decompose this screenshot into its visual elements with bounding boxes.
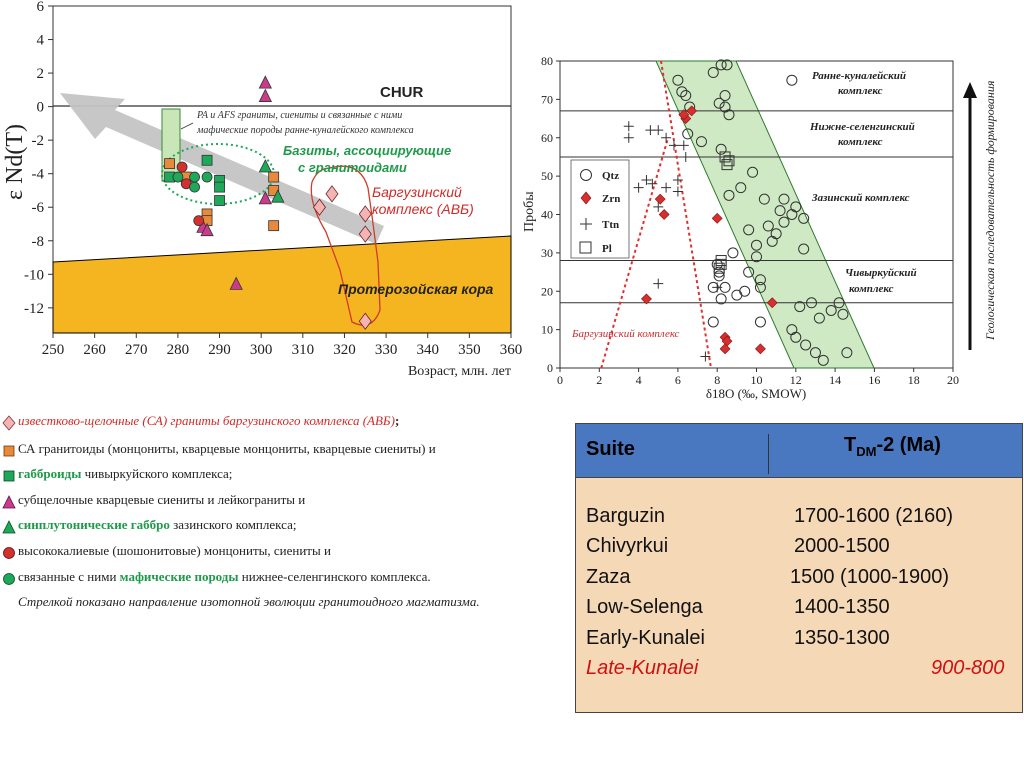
legend-row-0-hl: известково-щелочные (СА) граниты баргузинского комплекса (АВБ) bbox=[18, 413, 395, 428]
header-divider bbox=[768, 434, 769, 474]
legend-row-6-post: нижнее-селенгинского комплекса. bbox=[238, 569, 431, 584]
left-x-tick-label: 320 bbox=[333, 342, 356, 358]
left-y-tick-label: -8 bbox=[31, 233, 44, 250]
right-y-tick-label: 30 bbox=[541, 245, 553, 260]
sequence-arrow-head bbox=[963, 82, 977, 98]
table-row-age: 2000-1500 bbox=[794, 535, 890, 557]
right-x-tick-label: 14 bbox=[829, 373, 842, 387]
legend-zrn-label: Zrn bbox=[602, 193, 621, 205]
legend-pl-square bbox=[580, 242, 591, 253]
left-x-tick-label: 290 bbox=[208, 342, 231, 358]
right-x-tick-label: 12 bbox=[789, 373, 802, 387]
left-x-tick-label: 260 bbox=[83, 342, 106, 358]
header-tdm: $T_{DM}-2$ (Ma) bbox=[844, 434, 941, 459]
green-circle-icon bbox=[2, 571, 16, 587]
left-x-tick-label: 360 bbox=[499, 342, 523, 358]
legend-row-4-hl: синплутонические габбро bbox=[18, 517, 170, 532]
left-y-axis-title: ε Nd(T) bbox=[2, 123, 28, 200]
table-row-age: 1400-1350 bbox=[794, 596, 890, 618]
right-x-tick-label: 2 bbox=[596, 373, 603, 387]
tdm-table bbox=[575, 423, 1023, 713]
table-row-age: 1500 (1000-1900) bbox=[790, 566, 950, 588]
legend-row-6-hl: мафические породы bbox=[119, 569, 239, 584]
left-x-tick-label: 310 bbox=[291, 342, 315, 358]
right-y-tick-label: 40 bbox=[541, 207, 553, 222]
legend-row-2-hl: габброиды bbox=[18, 466, 82, 481]
right-x-tick-label: 6 bbox=[674, 373, 681, 387]
legend-ttn-label: Ttn bbox=[602, 219, 620, 231]
right-x-axis-title: δ18O (‰, SMOW) bbox=[705, 386, 807, 401]
table-row-suite: Barguzin bbox=[586, 505, 665, 527]
header-suite: Suite bbox=[586, 438, 635, 460]
green-square-icon bbox=[2, 468, 16, 484]
legend-row-0-post: ; bbox=[394, 413, 400, 428]
right-y-tick-label: 80 bbox=[541, 54, 553, 68]
legend-note: Стрелкой показано направление изотопной эволюции гранитоидного магматизма. bbox=[18, 594, 480, 609]
sequence-side-label: Геологическая последовательность формирования bbox=[983, 80, 997, 340]
right-x-tick-label: 20 bbox=[947, 373, 959, 387]
early-kunalei-label-1: Ранне-кунaлейский bbox=[812, 70, 906, 82]
right-y-tick-label: 20 bbox=[541, 284, 553, 299]
table-row-suite: Chivyrkui bbox=[586, 535, 669, 557]
left-y-tick-label: 2 bbox=[36, 66, 44, 83]
legend-pl-label: Pl bbox=[602, 243, 612, 255]
green-triangle-icon bbox=[2, 519, 16, 535]
right-x-tick-label: 0 bbox=[557, 373, 563, 387]
right-y-axis-title: Пробы bbox=[522, 191, 537, 232]
table-row-age: 1350-1300 bbox=[794, 627, 890, 649]
left-x-tick-label: 280 bbox=[166, 342, 190, 358]
legend-row-4-post: зазинского комплекса; bbox=[169, 517, 297, 532]
legend-qtz-circle bbox=[581, 170, 592, 181]
red-circle-icon bbox=[2, 545, 16, 561]
table-row-age: 900-800 bbox=[931, 657, 1005, 679]
right-x-tick-label: 4 bbox=[635, 373, 642, 387]
tdm-table-header bbox=[576, 424, 1022, 478]
right-x-tick-label: 10 bbox=[750, 373, 763, 387]
left-x-tick-label: 270 bbox=[125, 342, 148, 358]
right-y-tick-label: 0 bbox=[547, 361, 553, 375]
barguzin-complex-label: Баргузинский комплекс bbox=[572, 328, 680, 340]
low-selenga-label-2: комплекс bbox=[838, 136, 883, 148]
right-x-tick-label: 18 bbox=[907, 373, 920, 387]
left-y-tick-label: 6 bbox=[36, 0, 44, 15]
left-y-tick-label: -10 bbox=[24, 267, 44, 284]
bazity-label-2: с гранитоидами bbox=[298, 160, 407, 175]
table-row-suite: Zaza bbox=[586, 566, 631, 588]
right-y-tick-label: 70 bbox=[541, 92, 553, 107]
pa-afs-label-2: мафические породы ранне-кунaлейского комплекса bbox=[197, 125, 414, 136]
table-row-suite: Low-Selenga bbox=[586, 596, 703, 618]
left-y-tick-label: -2 bbox=[31, 133, 44, 150]
right-y-tick-label: 60 bbox=[541, 130, 553, 145]
pink-diamond-icon bbox=[2, 415, 16, 431]
right-y-tick-label: 10 bbox=[541, 322, 553, 337]
legend-qtz-label: Qtz bbox=[602, 170, 620, 182]
legend-row-3-pre: субщелочные кварцевые сиениты и лейкограниты и bbox=[18, 492, 306, 507]
zaza-label: Зазинский комплекс bbox=[812, 192, 910, 204]
legend-row-2-post: чивыркуйского комплекса; bbox=[81, 466, 233, 481]
left-x-tick-label: 300 bbox=[249, 342, 273, 358]
legend-row-1-pre: СА гранитоиды (монцониты, кварцевые монцониты, кварцевые сиениты) и bbox=[18, 441, 436, 456]
left-y-tick-label: -6 bbox=[31, 200, 44, 217]
right-x-tick-label: 16 bbox=[868, 373, 881, 387]
legend-row-5-pre: высококалиевые (шошонитовые) монцониты, сиениты и bbox=[18, 543, 331, 558]
legend-row-6-pre: связанные с ними bbox=[18, 569, 120, 584]
bazity-label-1: Базиты, ассоциирующие bbox=[283, 143, 452, 158]
barguzin-label-1: Баргузинский bbox=[372, 184, 462, 200]
left-x-tick-label: 350 bbox=[458, 342, 481, 358]
right-x-tick-label: 8 bbox=[714, 373, 721, 387]
table-row-suite: Early-Kunalei bbox=[586, 627, 705, 649]
pa-afs-label-1: PA и AFS граниты, сиениты и связанные с ними bbox=[197, 110, 403, 121]
left-x-tick-label: 330 bbox=[374, 342, 398, 358]
left-y-tick-label: -4 bbox=[31, 166, 44, 183]
chur-label: CHUR bbox=[380, 84, 424, 101]
orange-square-icon bbox=[2, 443, 16, 459]
magenta-triangle-icon bbox=[2, 494, 16, 510]
left-y-tick-label: 0 bbox=[36, 99, 44, 116]
right-y-tick-label: 50 bbox=[541, 169, 553, 184]
left-y-tick-label: 4 bbox=[36, 32, 44, 49]
proterozoic-label: Протерозойская кора bbox=[338, 281, 494, 297]
chivyrkui-label-1: Чивыркуйский bbox=[845, 267, 917, 279]
left-x-tick-label: 250 bbox=[41, 342, 65, 358]
early-kunalei-label-2: комплекс bbox=[838, 85, 883, 97]
left-y-tick-label: -12 bbox=[24, 300, 44, 317]
chivyrkui-label-2: комплекс bbox=[849, 283, 894, 295]
table-row-age: 1700-1600 (2160) bbox=[794, 505, 954, 527]
table-row-suite: Late-Kunalei bbox=[586, 657, 699, 679]
barguzin-label-2: комплекс (АВБ) bbox=[372, 201, 474, 217]
left-x-axis-title: Возраст, млн. лет bbox=[407, 364, 511, 379]
low-selenga-label-1: Нижне-селенгинский bbox=[810, 121, 915, 133]
left-x-tick-label: 340 bbox=[416, 342, 439, 358]
